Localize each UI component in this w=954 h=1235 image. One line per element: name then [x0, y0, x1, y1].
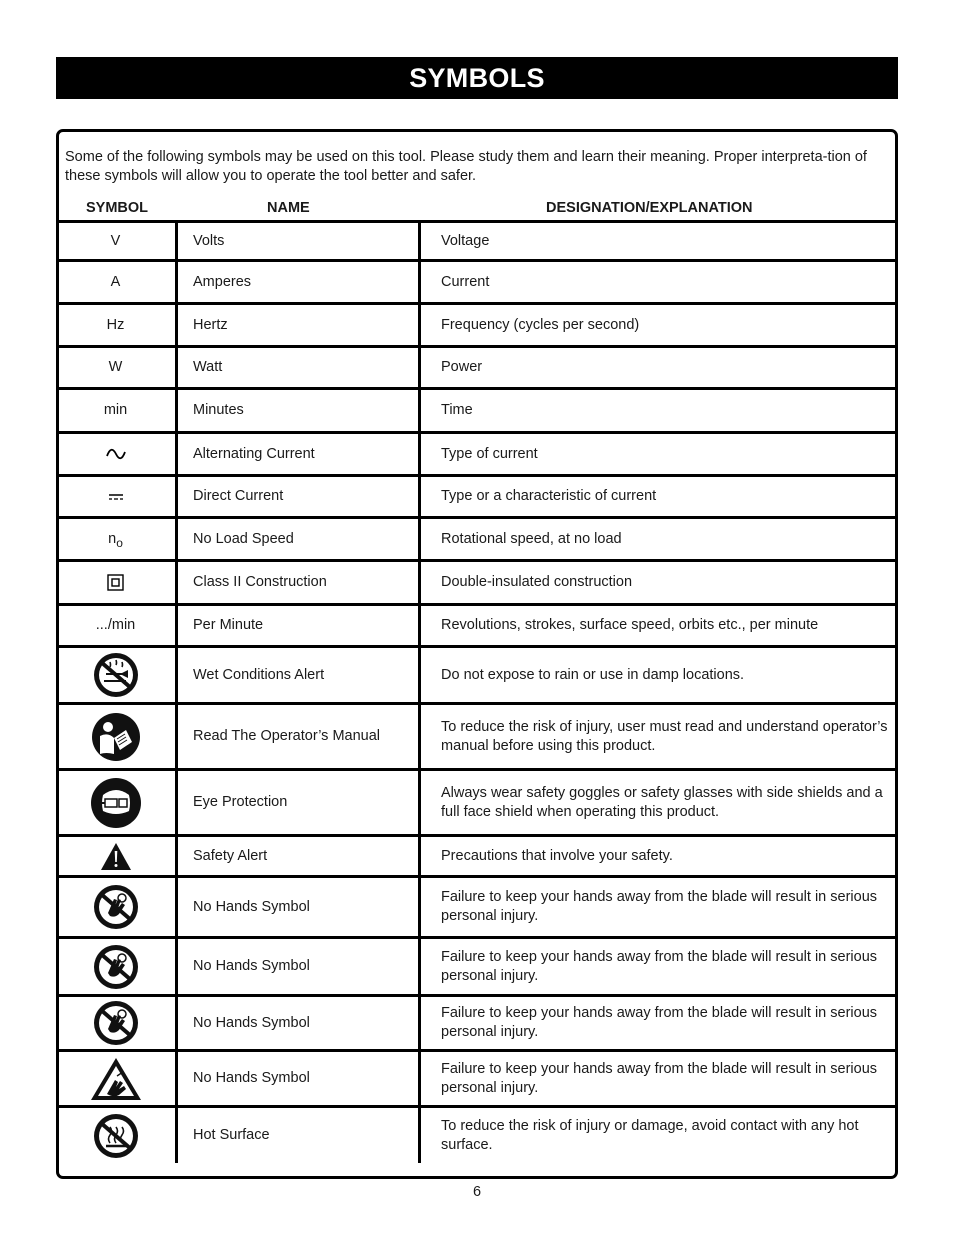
- table-row: [56, 305, 898, 348]
- table-row: [56, 606, 898, 648]
- symbol-text: Hz: [106, 316, 125, 333]
- symbol-cell: [56, 519, 178, 559]
- table-row: [56, 348, 898, 390]
- symbol-cell: [56, 562, 178, 603]
- symbol-cell: [56, 997, 178, 1049]
- table-row: [56, 705, 898, 771]
- wet-conditions-icon: [92, 651, 140, 699]
- description-cell: To reduce the risk of injury, user must read and understand operator’s manual before using this product.: [441, 718, 888, 754]
- description-cell: Precautions that involve your safety.: [441, 847, 673, 864]
- name-cell: Amperes: [178, 262, 421, 302]
- no-hands-icon: [92, 999, 140, 1047]
- name-cell: Watt: [178, 348, 421, 387]
- table-row: [56, 1052, 898, 1108]
- symbol-cell: [56, 477, 178, 516]
- symbol-text: min: [103, 402, 128, 418]
- name-cell: No Hands Symbol: [178, 1052, 421, 1105]
- description-cell: Failure to keep your hands away from the blade will result in serious personal injury.: [441, 889, 878, 924]
- table-row: [56, 519, 898, 562]
- symbol-cell: [56, 223, 178, 259]
- symbol-text: A: [110, 273, 121, 290]
- description-cell: Voltage: [441, 232, 490, 249]
- symbol-cell: [56, 1108, 178, 1163]
- hot-surface-icon: [92, 1112, 140, 1160]
- table-row: [56, 223, 898, 262]
- symbol-cell: [56, 878, 178, 936]
- no-hands-icon: [92, 883, 140, 931]
- header-name: NAME: [267, 200, 310, 216]
- description-cell: Failure to keep your hands away from the blade will result in serious personal injury.: [441, 1060, 878, 1096]
- name-cell: Volts: [178, 223, 421, 259]
- page-number: 6: [472, 1184, 482, 1200]
- table-row: [56, 771, 898, 837]
- symbol-cell: [56, 771, 178, 834]
- name-cell: Hertz: [178, 305, 421, 345]
- table-row: [56, 939, 898, 997]
- name-cell: No Hands Symbol: [178, 939, 421, 994]
- name-cell: Wet Conditions Alert: [178, 648, 421, 702]
- symbol-cell: [56, 1052, 178, 1105]
- table-row: [56, 648, 898, 705]
- table-row: [56, 878, 898, 939]
- symbol-cell: [56, 939, 178, 994]
- eye-protection-icon: [90, 777, 142, 829]
- symbol-cell: [56, 837, 178, 875]
- symbol-cell: [56, 705, 178, 768]
- description-cell: Time: [441, 402, 473, 418]
- description-cell: Type of current: [441, 445, 538, 462]
- name-cell: Eye Protection: [178, 771, 421, 834]
- symbol-text: V: [110, 232, 121, 249]
- symbols-table: [56, 220, 898, 1163]
- description-cell: Failure to keep your hands away from the blade will result in serious personal injury.: [441, 1005, 878, 1040]
- direct-current-icon: [108, 493, 124, 501]
- description-cell: Frequency (cycles per second): [441, 316, 640, 333]
- class-ii-construction-icon: [107, 574, 124, 591]
- description-cell: Current: [441, 273, 490, 290]
- name-cell: Direct Current: [178, 477, 421, 516]
- table-row: [56, 434, 898, 477]
- no-hands-icon: [92, 943, 140, 991]
- header-symbol: SYMBOL: [86, 200, 149, 216]
- name-cell: No Hands Symbol: [178, 997, 421, 1049]
- page-title: SYMBOLS: [56, 57, 898, 99]
- description-cell: Failure to keep your hands away from the blade will result in serious personal injury.: [441, 948, 878, 984]
- alternating-current-icon: [105, 447, 127, 461]
- description-cell: Always wear safety goggles or safety glasses with side shields and a full face shield when operating this product.: [441, 784, 883, 820]
- intro-text: Some of the following symbols may be used on this tool. Please study them and learn their meaning. Proper interpreta-tion of these symbols will allow you to operate the tool better and safer.: [65, 149, 867, 184]
- name-cell: No Load Speed: [178, 519, 421, 559]
- safety-alert-icon: [100, 842, 132, 871]
- name-cell: Safety Alert: [178, 837, 421, 875]
- description-cell: To reduce the risk of injury or damage, avoid contact with any hot surface.: [441, 1117, 859, 1153]
- name-cell: Class II Construction: [178, 562, 421, 603]
- table-row: [56, 562, 898, 606]
- symbol-cell: [56, 348, 178, 387]
- symbol-text: .../min: [95, 617, 136, 633]
- symbol-text: n: [108, 530, 117, 547]
- description-cell: Rotational speed, at no load: [441, 530, 622, 547]
- no-hands-triangle-icon: [89, 1056, 143, 1102]
- description-cell: Do not expose to rain or use in damp locations.: [441, 666, 745, 683]
- header-desc: DESIGNATION/EXPLANATION: [546, 200, 753, 216]
- symbol-cell: [56, 606, 178, 645]
- description-cell: Power: [441, 359, 483, 375]
- table-row: [56, 390, 898, 434]
- name-cell: Alternating Current: [178, 434, 421, 474]
- symbol-subscript: o: [116, 535, 123, 550]
- symbol-cell: [56, 262, 178, 302]
- symbol-text: W: [108, 359, 123, 375]
- symbol-cell: [56, 305, 178, 345]
- table-row: [56, 262, 898, 305]
- symbols-box: [56, 129, 898, 1179]
- name-cell: No Hands Symbol: [178, 878, 421, 936]
- table-row: [56, 1108, 898, 1163]
- symbol-cell: [56, 648, 178, 702]
- description-cell: Double-insulated construction: [441, 574, 633, 590]
- symbol-cell: [56, 390, 178, 431]
- read-manual-icon: [91, 712, 141, 762]
- symbol-cell: [56, 434, 178, 474]
- table-row: [56, 837, 898, 878]
- description-cell: Revolutions, strokes, surface speed, orbits etc., per minute: [441, 617, 819, 633]
- name-cell: Hot Surface: [178, 1108, 421, 1163]
- description-cell: Type or a characteristic of current: [441, 488, 657, 504]
- name-cell: Minutes: [178, 390, 421, 431]
- table-row: [56, 477, 898, 519]
- name-cell: Read The Operator’s Manual: [178, 705, 421, 768]
- name-cell: Per Minute: [178, 606, 421, 645]
- table-row: [56, 997, 898, 1052]
